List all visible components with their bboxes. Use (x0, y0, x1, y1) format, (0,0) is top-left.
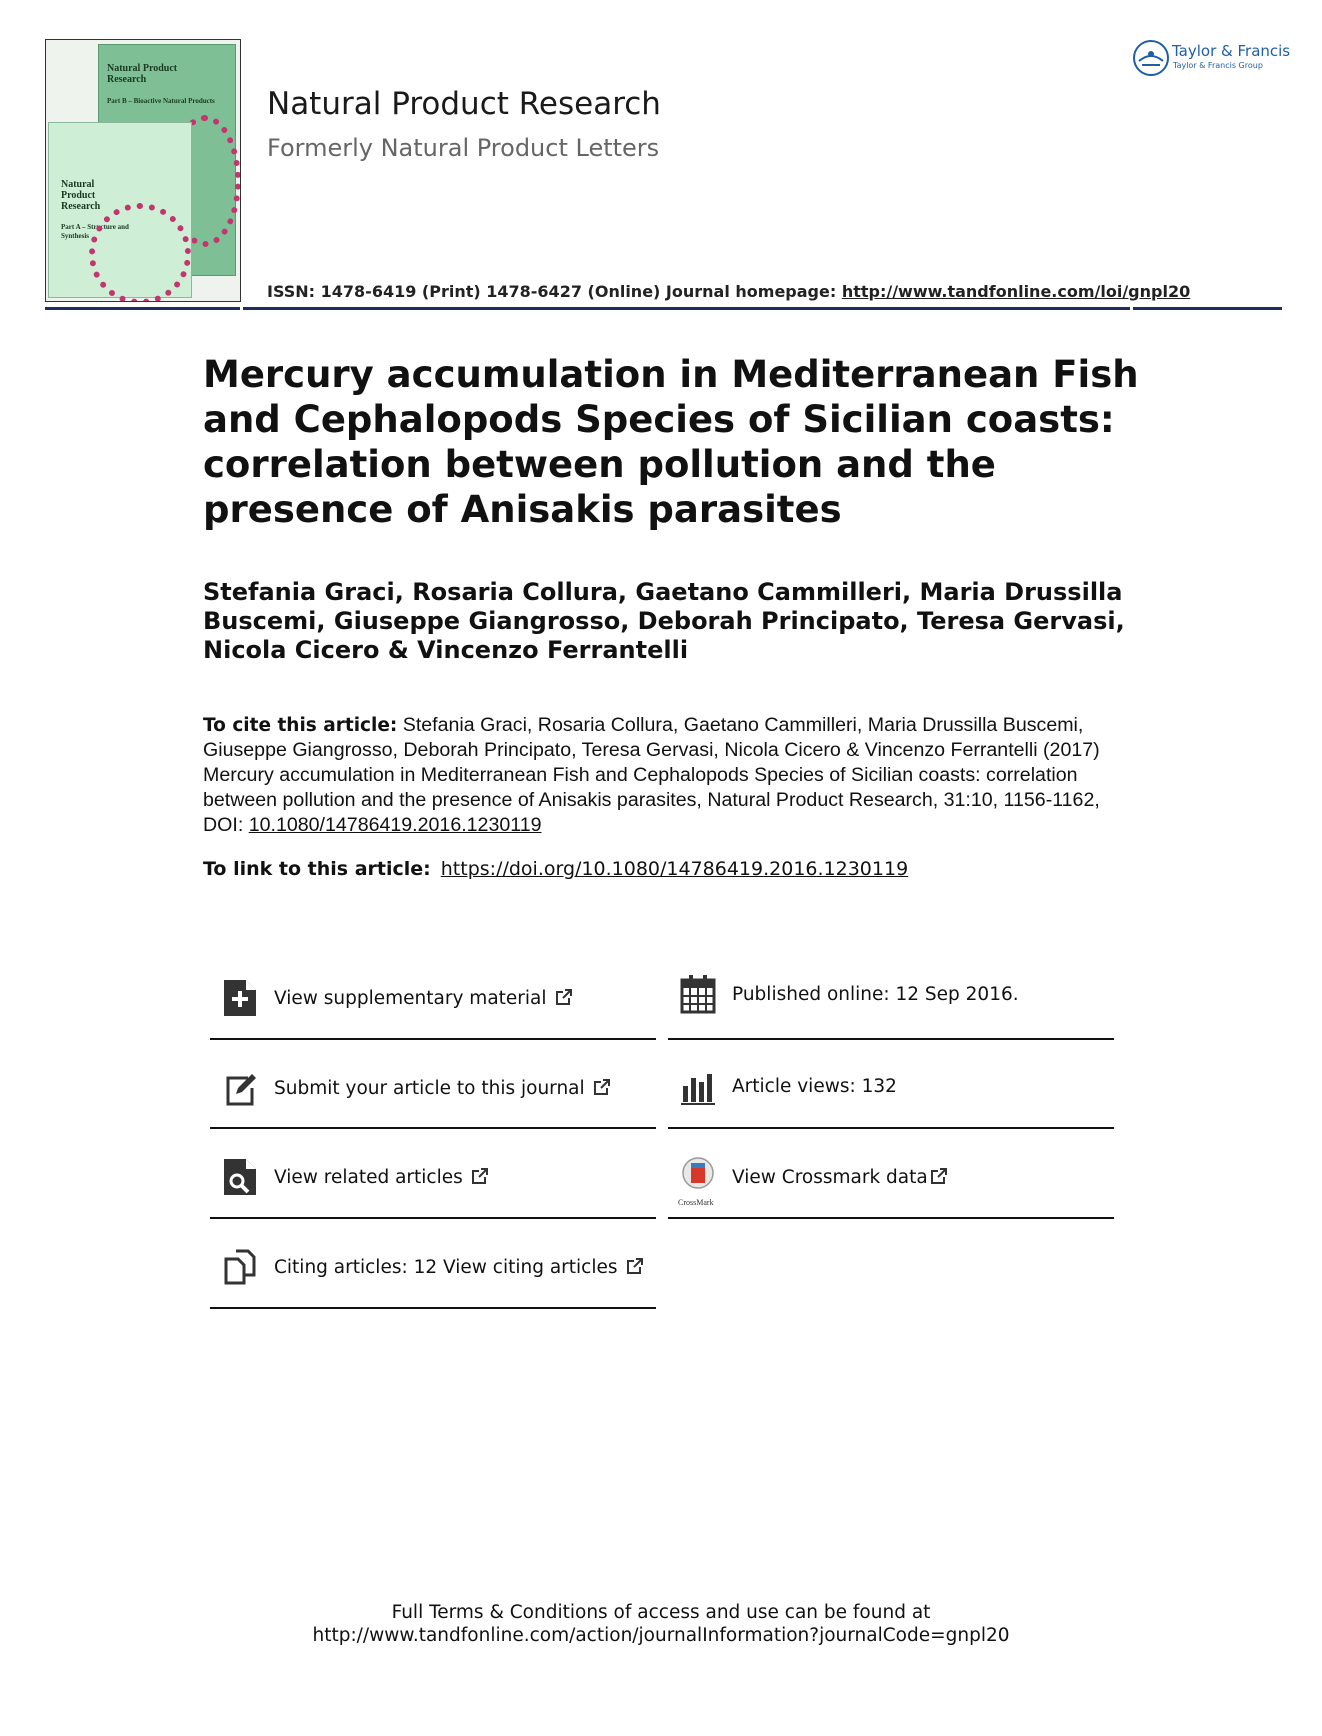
related-articles-item[interactable] (210, 1135, 656, 1217)
external-link-icon (930, 1167, 948, 1185)
row-divider (210, 1127, 656, 1129)
file-plus-icon (222, 978, 258, 1018)
submit-article-item[interactable] (210, 1046, 656, 1128)
article-views: Article views: 132 (732, 1076, 897, 1097)
crossmark-logo-text: CrossMark (678, 1198, 714, 1207)
header-divider (45, 307, 1282, 310)
row-divider (668, 1217, 1114, 1219)
cover-front-part: Part A – Structure and Synthesis (61, 223, 129, 240)
header-divider-gap (240, 307, 243, 310)
citing-label: Citing articles: 12 View citing articles (274, 1257, 618, 1278)
article-link-block (203, 858, 908, 880)
crossmark-icon (680, 1157, 716, 1197)
external-link-icon (471, 1167, 489, 1185)
published-online-item (668, 952, 1114, 1034)
related-label: View related articles (274, 1167, 463, 1188)
issn-line (267, 282, 1190, 301)
row-divider (210, 1038, 656, 1040)
cover-back-title: Natural Product Research (107, 63, 178, 85)
supplementary-material-item[interactable] (210, 956, 656, 1038)
supplementary-label: View supplementary material (274, 988, 547, 1009)
journal-title: Natural Product Research (267, 86, 661, 122)
calendar-icon (680, 974, 716, 1014)
header-divider-gap (1130, 307, 1133, 310)
published-date: Published online: 12 Sep 2016. (732, 984, 1019, 1005)
crossmark-label: View Crossmark data (732, 1167, 928, 1188)
external-link-icon (626, 1257, 644, 1275)
citation-block (203, 713, 1133, 838)
submit-label: Submit your article to this journal (274, 1078, 585, 1099)
article-doi-link[interactable]: https://doi.org/10.1080/14786419.2016.1230119 (440, 858, 909, 880)
journal-subtitle: Formerly Natural Product Letters (267, 134, 660, 162)
row-divider (668, 1127, 1114, 1129)
copy-documents-icon (222, 1247, 258, 1287)
article-title: Mercury accumulation in Mediterranean Fish and Cephalopods Species of Sicilian coasts: correlation between pollution and the presence of Anisakis parasites (203, 353, 1139, 531)
article-authors: Stefania Graci, Rosaria Collura, Gaetano Cammilleri, Maria Drussilla Buscemi, Giuseppe Giangrosso, Deborah Principato, Teresa Gervasi, Nicola Cicero & Vincenzo Ferrantelli (203, 578, 1125, 664)
citation-doi-link[interactable]: 10.1080/14786419.2016.1230119 (248, 814, 542, 836)
row-divider (210, 1217, 656, 1219)
journal-homepage-link[interactable]: http://www.tandfonline.com/loi/gnpl20 (841, 282, 1191, 301)
link-label: To link to this article: (203, 858, 431, 880)
citing-articles-item[interactable] (210, 1225, 656, 1307)
citation-text: Stefania Graci, Rosaria Collura, Gaetano Cammilleri, Maria Drussilla Buscemi, Giuseppe Giangrosso, Deborah Principato, Teresa Gervasi, Nicola Cicero & Vincenzo Ferrantelli (2017) Mercury accumulation in Mediterranean Fish and Cephalopods Species of Sicilian coasts: correlation between pollution and the presence of Anisakis parasites, Natural Product Research, 31:10, 1156-1162, DOI: (203, 714, 1100, 836)
cover-front-panel (48, 122, 192, 298)
publisher-group: Taylor & Francis Group (1173, 61, 1263, 70)
external-link-icon (555, 988, 573, 1006)
search-document-icon (222, 1157, 258, 1197)
citation-label: To cite this article: (203, 715, 398, 736)
cover-front-title: Natural Product Research (61, 179, 101, 212)
issn-text: ISSN: 1478-6419 (Print) 1478-6427 (Online) Journal homepage: (267, 282, 842, 301)
cover-helix-graphic-2 (89, 203, 191, 302)
publisher-name: Taylor & Francis (1172, 42, 1291, 60)
external-link-icon (593, 1078, 611, 1096)
footer-terms: Full Terms & Conditions of access and use can be found at (391, 1602, 931, 1623)
footer-terms-url[interactable]: http://www.tandfonline.com/action/journalInformation?journalCode=gnpl20 (312, 1625, 1010, 1646)
row-divider (668, 1038, 1114, 1040)
bar-chart-icon (680, 1066, 716, 1106)
edit-icon (222, 1068, 258, 1108)
journal-cover-image (45, 39, 241, 302)
cover-back-part: Part B – Bioactive Natural Products (107, 97, 215, 105)
row-divider (210, 1307, 656, 1309)
crossmark-item[interactable] (668, 1135, 1114, 1217)
article-views-item (668, 1044, 1114, 1126)
